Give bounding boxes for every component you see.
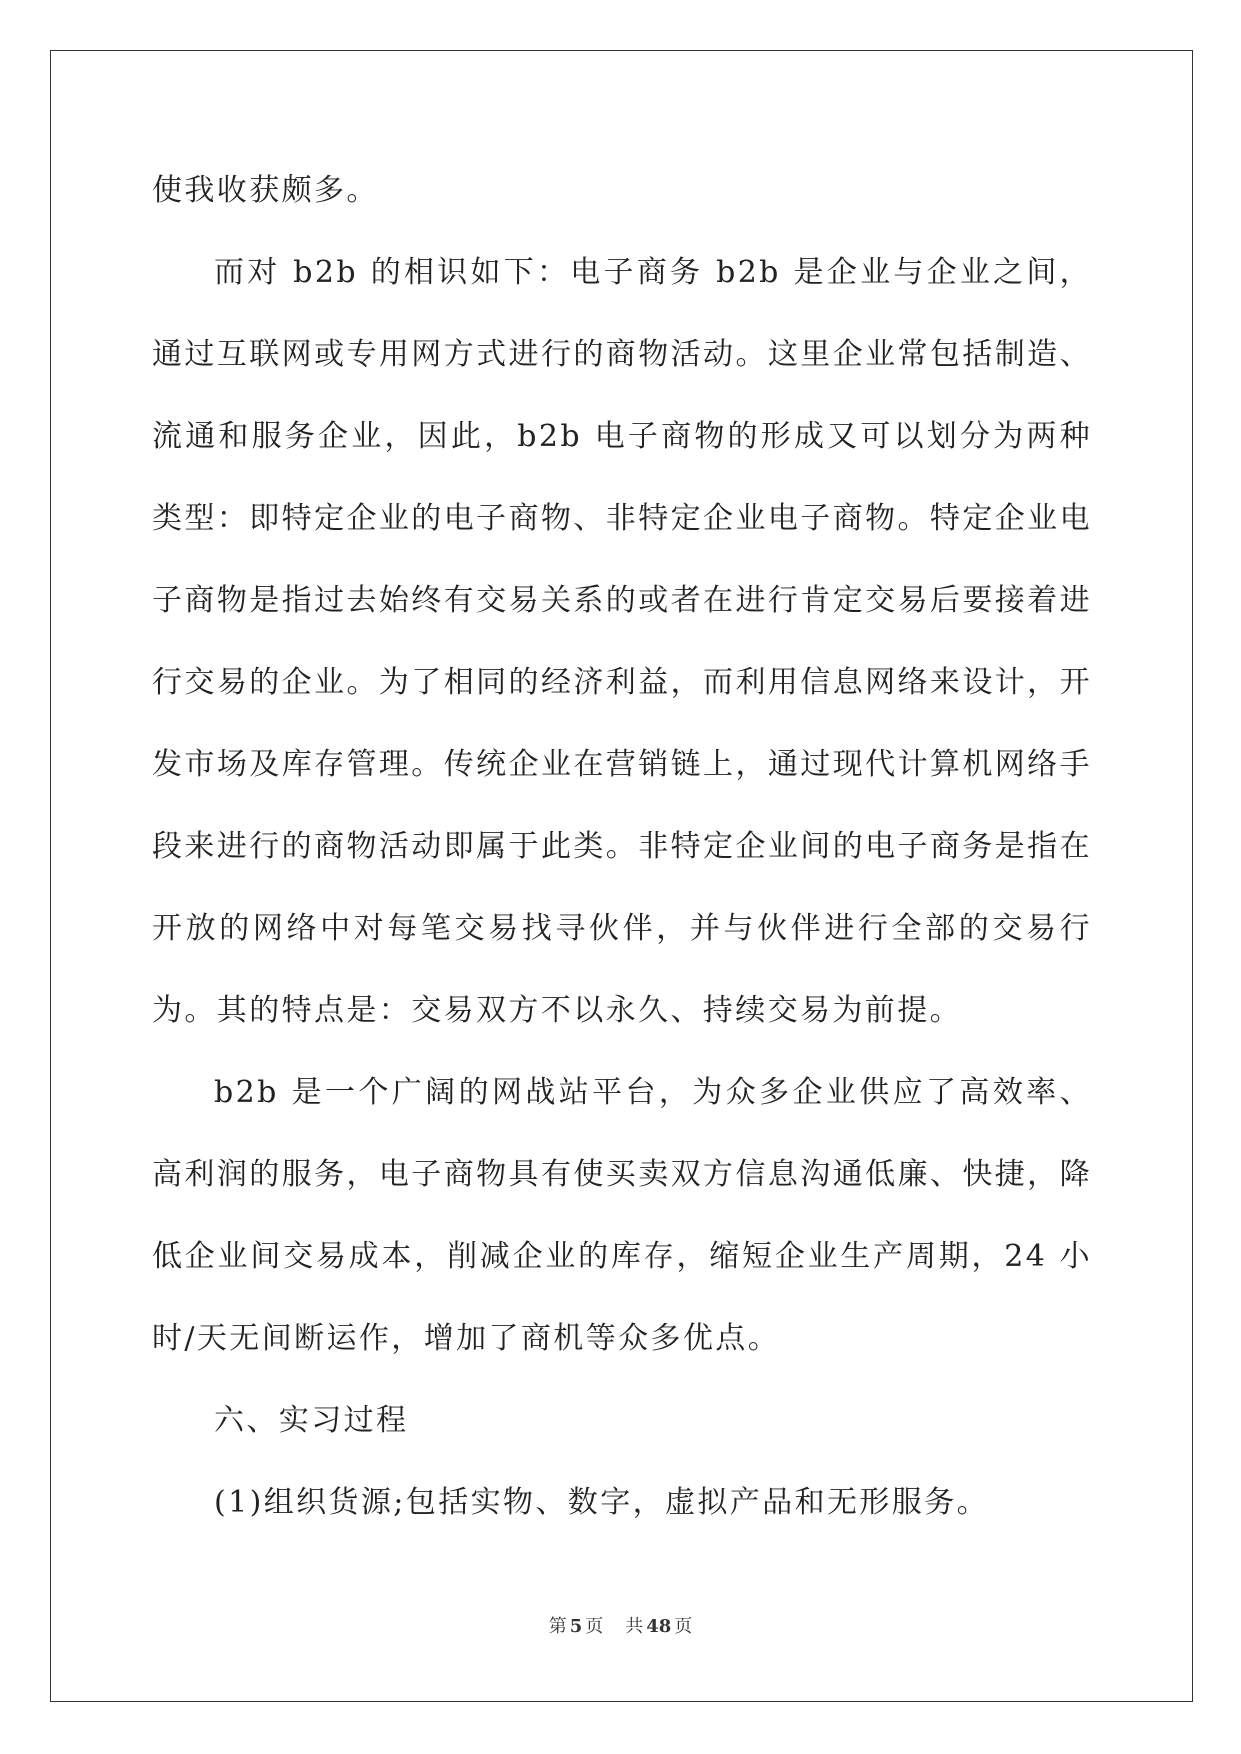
page-number: 5 [569,1616,583,1637]
paragraph-2: 而对 b2b 的相识如下：电子商务 b2b 是企业与企业之间，通过互联网或专用网方式进行的商物活动。这里企业常包括制造、流通和服务企业，因此，b2b 电子商物的形成又可以划分为两种类型：即特定企业的电子商物、非特定企业电子商物。特定企业电子商物是指过去始终有交易关系的或者在进行肯定交易后要接着进行交易的企业。为了相同的经济利益，而利用信息网络来设计，开发市场及库存管理。传统企业在营销链上，通过现代计算机网络手段来进行的商物活动即属于此类。非特定企业间的电子商务是指在开放的网络中对每笔交易找寻伙伴，并与伙伴进行全部的交易行为。其的特点是：交易双方不以永久、持续交易为前提。 [152,255,1092,1028]
total-suffix: 页 [674,1616,693,1637]
page-footer [0,1612,1241,1638]
document-body [152,150,1092,1544]
total-pages: 48 [646,1616,672,1637]
total-prefix: 共 [625,1616,644,1637]
page-prefix: 第 [548,1616,567,1637]
paragraph-3: b2b 是一个广阔的网战站平台，为众多企业供应了高效率、高利润的服务，电子商物具有使买卖双方信息沟通低廉、快捷，降低企业间交易成本，削减企业的库存，缩短企业生产周期，24 小时/天无间断运作，增加了商机等众多优点。 [152,1075,1092,1356]
page-suffix: 页 [585,1616,604,1637]
section-heading: 六、实习过程 [214,1403,409,1438]
paragraph-4: (1)组织货源;包括实物、数字，虚拟产品和无形服务。 [214,1485,990,1520]
paragraph-1: 使我收获颇多。 [152,173,379,208]
